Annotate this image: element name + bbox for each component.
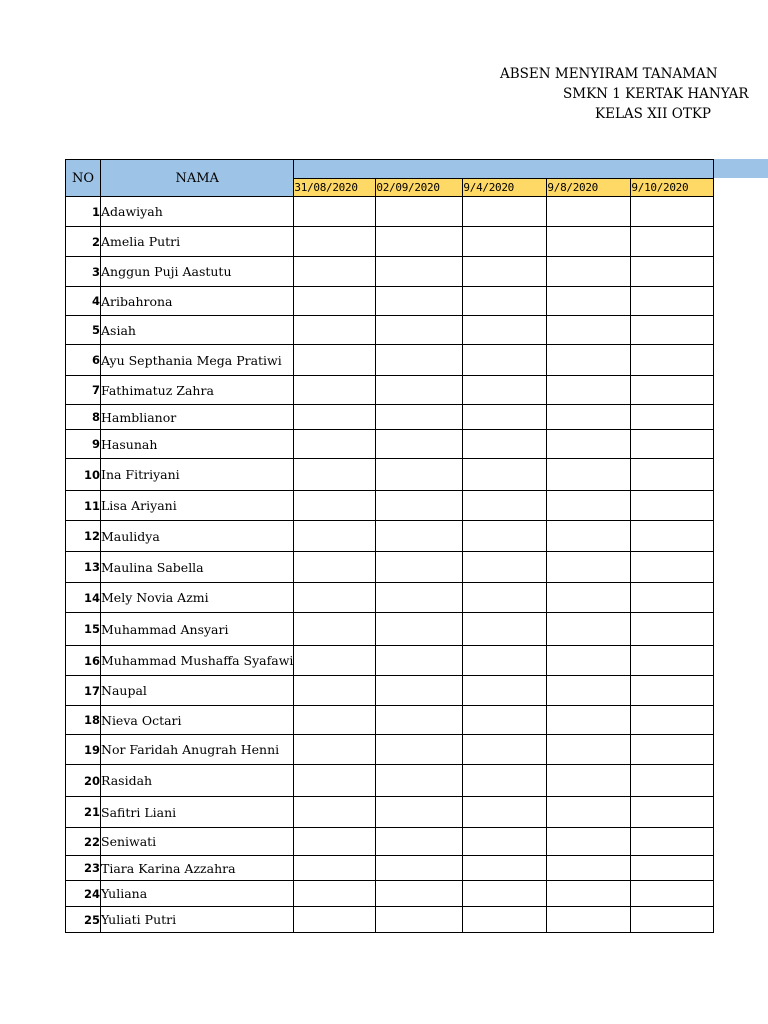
attendance-cell[interactable] — [376, 856, 463, 881]
attendance-cell[interactable] — [631, 907, 714, 933]
table-row — [66, 856, 714, 881]
attendance-cell[interactable] — [294, 257, 376, 287]
attendance-cell[interactable] — [294, 881, 376, 907]
table-row — [66, 552, 714, 583]
row-number: 24 — [66, 881, 101, 907]
row-number: 21 — [66, 797, 101, 828]
attendance-cell[interactable] — [631, 797, 714, 828]
attendance-cell[interactable] — [631, 552, 714, 583]
student-name: Yuliana — [101, 881, 294, 907]
attendance-cell[interactable] — [376, 405, 463, 430]
attendance-cell[interactable] — [631, 613, 714, 646]
attendance-cell[interactable] — [376, 316, 463, 345]
attendance-cell[interactable] — [376, 376, 463, 405]
attendance-cell[interactable] — [547, 227, 631, 257]
attendance-cell[interactable] — [631, 881, 714, 907]
attendance-cell[interactable] — [547, 491, 631, 521]
attendance-cell[interactable] — [376, 828, 463, 856]
student-name: Nieva Octari — [101, 706, 294, 735]
attendance-cell[interactable] — [631, 257, 714, 287]
attendance-cell[interactable] — [463, 765, 547, 797]
attendance-cell[interactable] — [631, 765, 714, 797]
attendance-cell[interactable] — [547, 552, 631, 583]
attendance-cell[interactable] — [547, 613, 631, 646]
attendance-cell[interactable] — [547, 430, 631, 459]
date-header-5: 9/10/2020 — [631, 178, 714, 197]
attendance-cell[interactable] — [463, 521, 547, 552]
attendance-cell[interactable] — [294, 583, 376, 613]
row-number: 15 — [66, 613, 101, 646]
row-number: 16 — [66, 646, 101, 676]
attendance-cell[interactable] — [294, 856, 376, 881]
attendance-cell[interactable] — [294, 706, 376, 735]
row-number: 5 — [66, 316, 101, 345]
attendance-cell[interactable] — [547, 646, 631, 676]
table-row — [66, 316, 714, 345]
attendance-cell[interactable] — [463, 706, 547, 735]
attendance-cell[interactable] — [631, 376, 714, 405]
row-number: 1 — [66, 197, 101, 227]
attendance-cell[interactable] — [376, 197, 463, 227]
table-row — [66, 287, 714, 316]
attendance-cell[interactable] — [294, 552, 376, 583]
student-name: Adawiyah — [101, 197, 294, 227]
attendance-cell[interactable] — [376, 676, 463, 706]
row-number: 6 — [66, 345, 101, 376]
attendance-cell[interactable] — [294, 459, 376, 491]
attendance-cell[interactable] — [376, 613, 463, 646]
attendance-cell[interactable] — [547, 316, 631, 345]
table-row — [66, 797, 714, 828]
attendance-cell[interactable] — [294, 345, 376, 376]
attendance-cell[interactable] — [631, 676, 714, 706]
attendance-cell[interactable] — [547, 907, 631, 933]
row-number: 4 — [66, 287, 101, 316]
date-group-header — [294, 160, 714, 179]
attendance-cell[interactable] — [376, 583, 463, 613]
table-row — [66, 405, 714, 430]
student-name: Nor Faridah Anugrah Henni — [101, 735, 294, 765]
row-number: 22 — [66, 828, 101, 856]
attendance-cell[interactable] — [547, 797, 631, 828]
student-name: Naupal — [101, 676, 294, 706]
row-number: 12 — [66, 521, 101, 552]
attendance-cell[interactable] — [376, 797, 463, 828]
attendance-cell[interactable] — [294, 405, 376, 430]
table-row — [66, 345, 714, 376]
student-name: Tiara Karina Azzahra — [101, 856, 294, 881]
student-name: Amelia Putri — [101, 227, 294, 257]
header-no: NO — [66, 160, 101, 197]
student-name: Muhammad Mushaffa Syafawi — [101, 646, 294, 676]
attendance-cell[interactable] — [463, 257, 547, 287]
attendance-cell[interactable] — [376, 430, 463, 459]
table-row — [66, 197, 714, 227]
table-row — [66, 828, 714, 856]
table-row — [66, 735, 714, 765]
attendance-cell[interactable] — [547, 735, 631, 765]
row-number: 19 — [66, 735, 101, 765]
attendance-cell[interactable] — [463, 287, 547, 316]
attendance-cell[interactable] — [547, 257, 631, 287]
attendance-cell[interactable] — [631, 227, 714, 257]
table-row — [66, 376, 714, 405]
row-number: 11 — [66, 491, 101, 521]
table-row — [66, 881, 714, 907]
attendance-cell[interactable] — [631, 316, 714, 345]
attendance-cell[interactable] — [631, 287, 714, 316]
student-name: Asiah — [101, 316, 294, 345]
student-name: Seniwati — [101, 828, 294, 856]
attendance-table — [65, 159, 714, 933]
attendance-cell[interactable] — [294, 197, 376, 227]
attendance-cell[interactable] — [547, 287, 631, 316]
row-number: 14 — [66, 583, 101, 613]
student-name: Muhammad Ansyari — [101, 613, 294, 646]
attendance-cell[interactable] — [631, 345, 714, 376]
attendance-cell[interactable] — [376, 765, 463, 797]
table-row — [66, 430, 714, 459]
attendance-cell[interactable] — [294, 491, 376, 521]
attendance-cell[interactable] — [294, 797, 376, 828]
attendance-cell[interactable] — [547, 765, 631, 797]
attendance-cell[interactable] — [463, 430, 547, 459]
table-row — [66, 257, 714, 287]
student-name: Lisa Ariyani — [101, 491, 294, 521]
attendance-cell[interactable] — [376, 552, 463, 583]
attendance-cell[interactable] — [463, 907, 547, 933]
student-name: Anggun Puji Aastutu — [101, 257, 294, 287]
attendance-cell[interactable] — [294, 765, 376, 797]
table-row — [66, 646, 714, 676]
attendance-cell[interactable] — [631, 197, 714, 227]
attendance-cell[interactable] — [631, 459, 714, 491]
table-row — [66, 459, 714, 491]
attendance-cell[interactable] — [463, 552, 547, 583]
attendance-cell[interactable] — [631, 583, 714, 613]
student-name: Fathimatuz Zahra — [101, 376, 294, 405]
row-number: 25 — [66, 907, 101, 933]
attendance-cell[interactable] — [547, 345, 631, 376]
attendance-cell[interactable] — [294, 227, 376, 257]
student-name: Ina Fitriyani — [101, 459, 294, 491]
attendance-cell[interactable] — [294, 735, 376, 765]
attendance-cell[interactable] — [463, 376, 547, 405]
student-name: Aribahrona — [101, 287, 294, 316]
header-nama: NAMA — [101, 160, 294, 197]
attendance-cell[interactable] — [631, 405, 714, 430]
attendance-cell[interactable] — [631, 706, 714, 735]
table-row — [66, 583, 714, 613]
attendance-cell[interactable] — [463, 613, 547, 646]
table-row — [66, 491, 714, 521]
attendance-cell[interactable] — [463, 316, 547, 345]
attendance-rows — [66, 197, 714, 933]
attendance-cell[interactable] — [547, 521, 631, 552]
row-number: 20 — [66, 765, 101, 797]
attendance-cell[interactable] — [547, 881, 631, 907]
attendance-cell[interactable] — [631, 856, 714, 881]
attendance-cell[interactable] — [547, 828, 631, 856]
attendance-cell[interactable] — [547, 676, 631, 706]
student-name: Maulina Sabella — [101, 552, 294, 583]
student-name: Rasidah — [101, 765, 294, 797]
attendance-cell[interactable] — [631, 828, 714, 856]
attendance-cell[interactable] — [547, 405, 631, 430]
attendance-cell[interactable] — [294, 430, 376, 459]
attendance-cell[interactable] — [294, 521, 376, 552]
table-row — [66, 676, 714, 706]
table-row — [66, 706, 714, 735]
attendance-cell[interactable] — [376, 646, 463, 676]
student-name: Ayu Septhania Mega Pratiwi — [101, 345, 294, 376]
attendance-cell[interactable] — [376, 521, 463, 552]
attendance-cell[interactable] — [547, 376, 631, 405]
attendance-cell[interactable] — [376, 459, 463, 491]
date-header-3: 9/4/2020 — [463, 178, 547, 197]
attendance-cell[interactable] — [463, 197, 547, 227]
attendance-cell[interactable] — [463, 881, 547, 907]
table-row — [66, 227, 714, 257]
table-row — [66, 765, 714, 797]
attendance-cell[interactable] — [631, 735, 714, 765]
attendance-cell[interactable] — [376, 227, 463, 257]
student-name: Yuliati Putri — [101, 907, 294, 933]
attendance-cell[interactable] — [376, 881, 463, 907]
attendance-cell[interactable] — [463, 345, 547, 376]
row-number: 17 — [66, 676, 101, 706]
attendance-cell[interactable] — [547, 856, 631, 881]
attendance-cell[interactable] — [376, 491, 463, 521]
attendance-cell[interactable] — [547, 197, 631, 227]
attendance-cell[interactable] — [376, 287, 463, 316]
title-line-3: KELAS XII OTKP — [595, 106, 712, 122]
attendance-cell[interactable] — [294, 646, 376, 676]
attendance-cell[interactable] — [631, 521, 714, 552]
attendance-cell[interactable] — [463, 676, 547, 706]
date-header-1: 31/08/2020 — [294, 178, 376, 197]
attendance-cell[interactable] — [376, 907, 463, 933]
date-header-4: 9/8/2020 — [547, 178, 631, 197]
attendance-cell[interactable] — [463, 583, 547, 613]
attendance-cell[interactable] — [376, 257, 463, 287]
attendance-cell[interactable] — [376, 345, 463, 376]
attendance-cell[interactable] — [547, 706, 631, 735]
row-number: 23 — [66, 856, 101, 881]
row-number: 7 — [66, 376, 101, 405]
table-row — [66, 521, 714, 552]
attendance-cell[interactable] — [294, 907, 376, 933]
attendance-cell[interactable] — [463, 405, 547, 430]
attendance-cell[interactable] — [547, 459, 631, 491]
date-header-2: 02/09/2020 — [376, 178, 463, 197]
student-name: Maulidya — [101, 521, 294, 552]
attendance-cell[interactable] — [463, 797, 547, 828]
table-row — [66, 907, 714, 933]
attendance-cell[interactable] — [294, 287, 376, 316]
student-name: Mely Novia Azmi — [101, 583, 294, 613]
attendance-cell[interactable] — [294, 828, 376, 856]
document-title — [380, 64, 749, 124]
attendance-cell[interactable] — [294, 676, 376, 706]
student-name: Hasunah — [101, 430, 294, 459]
student-name: Safitri Liani — [101, 797, 294, 828]
attendance-cell[interactable] — [463, 646, 547, 676]
attendance-cell[interactable] — [463, 227, 547, 257]
attendance-cell[interactable] — [463, 459, 547, 491]
attendance-cell[interactable] — [463, 735, 547, 765]
attendance-cell[interactable] — [376, 735, 463, 765]
attendance-cell[interactable] — [463, 491, 547, 521]
attendance-cell[interactable] — [294, 316, 376, 345]
attendance-cell[interactable] — [463, 828, 547, 856]
row-number: 18 — [66, 706, 101, 735]
attendance-cell[interactable] — [631, 491, 714, 521]
row-number: 2 — [66, 227, 101, 257]
student-name: Hamblianor — [101, 405, 294, 430]
attendance-cell[interactable] — [631, 430, 714, 459]
row-number: 3 — [66, 257, 101, 287]
attendance-cell[interactable] — [631, 646, 714, 676]
attendance-cell[interactable] — [294, 376, 376, 405]
table-row — [66, 613, 714, 646]
row-number: 13 — [66, 552, 101, 583]
attendance-cell[interactable] — [376, 706, 463, 735]
row-number: 9 — [66, 430, 101, 459]
title-line-1: ABSEN MENYIRAM TANAMAN — [500, 66, 718, 82]
row-number: 10 — [66, 459, 101, 491]
row-number: 8 — [66, 405, 101, 430]
attendance-cell[interactable] — [294, 613, 376, 646]
attendance-cell[interactable] — [463, 856, 547, 881]
title-line-2: SMKN 1 KERTAK HANYAR — [563, 86, 749, 102]
attendance-cell[interactable] — [547, 583, 631, 613]
